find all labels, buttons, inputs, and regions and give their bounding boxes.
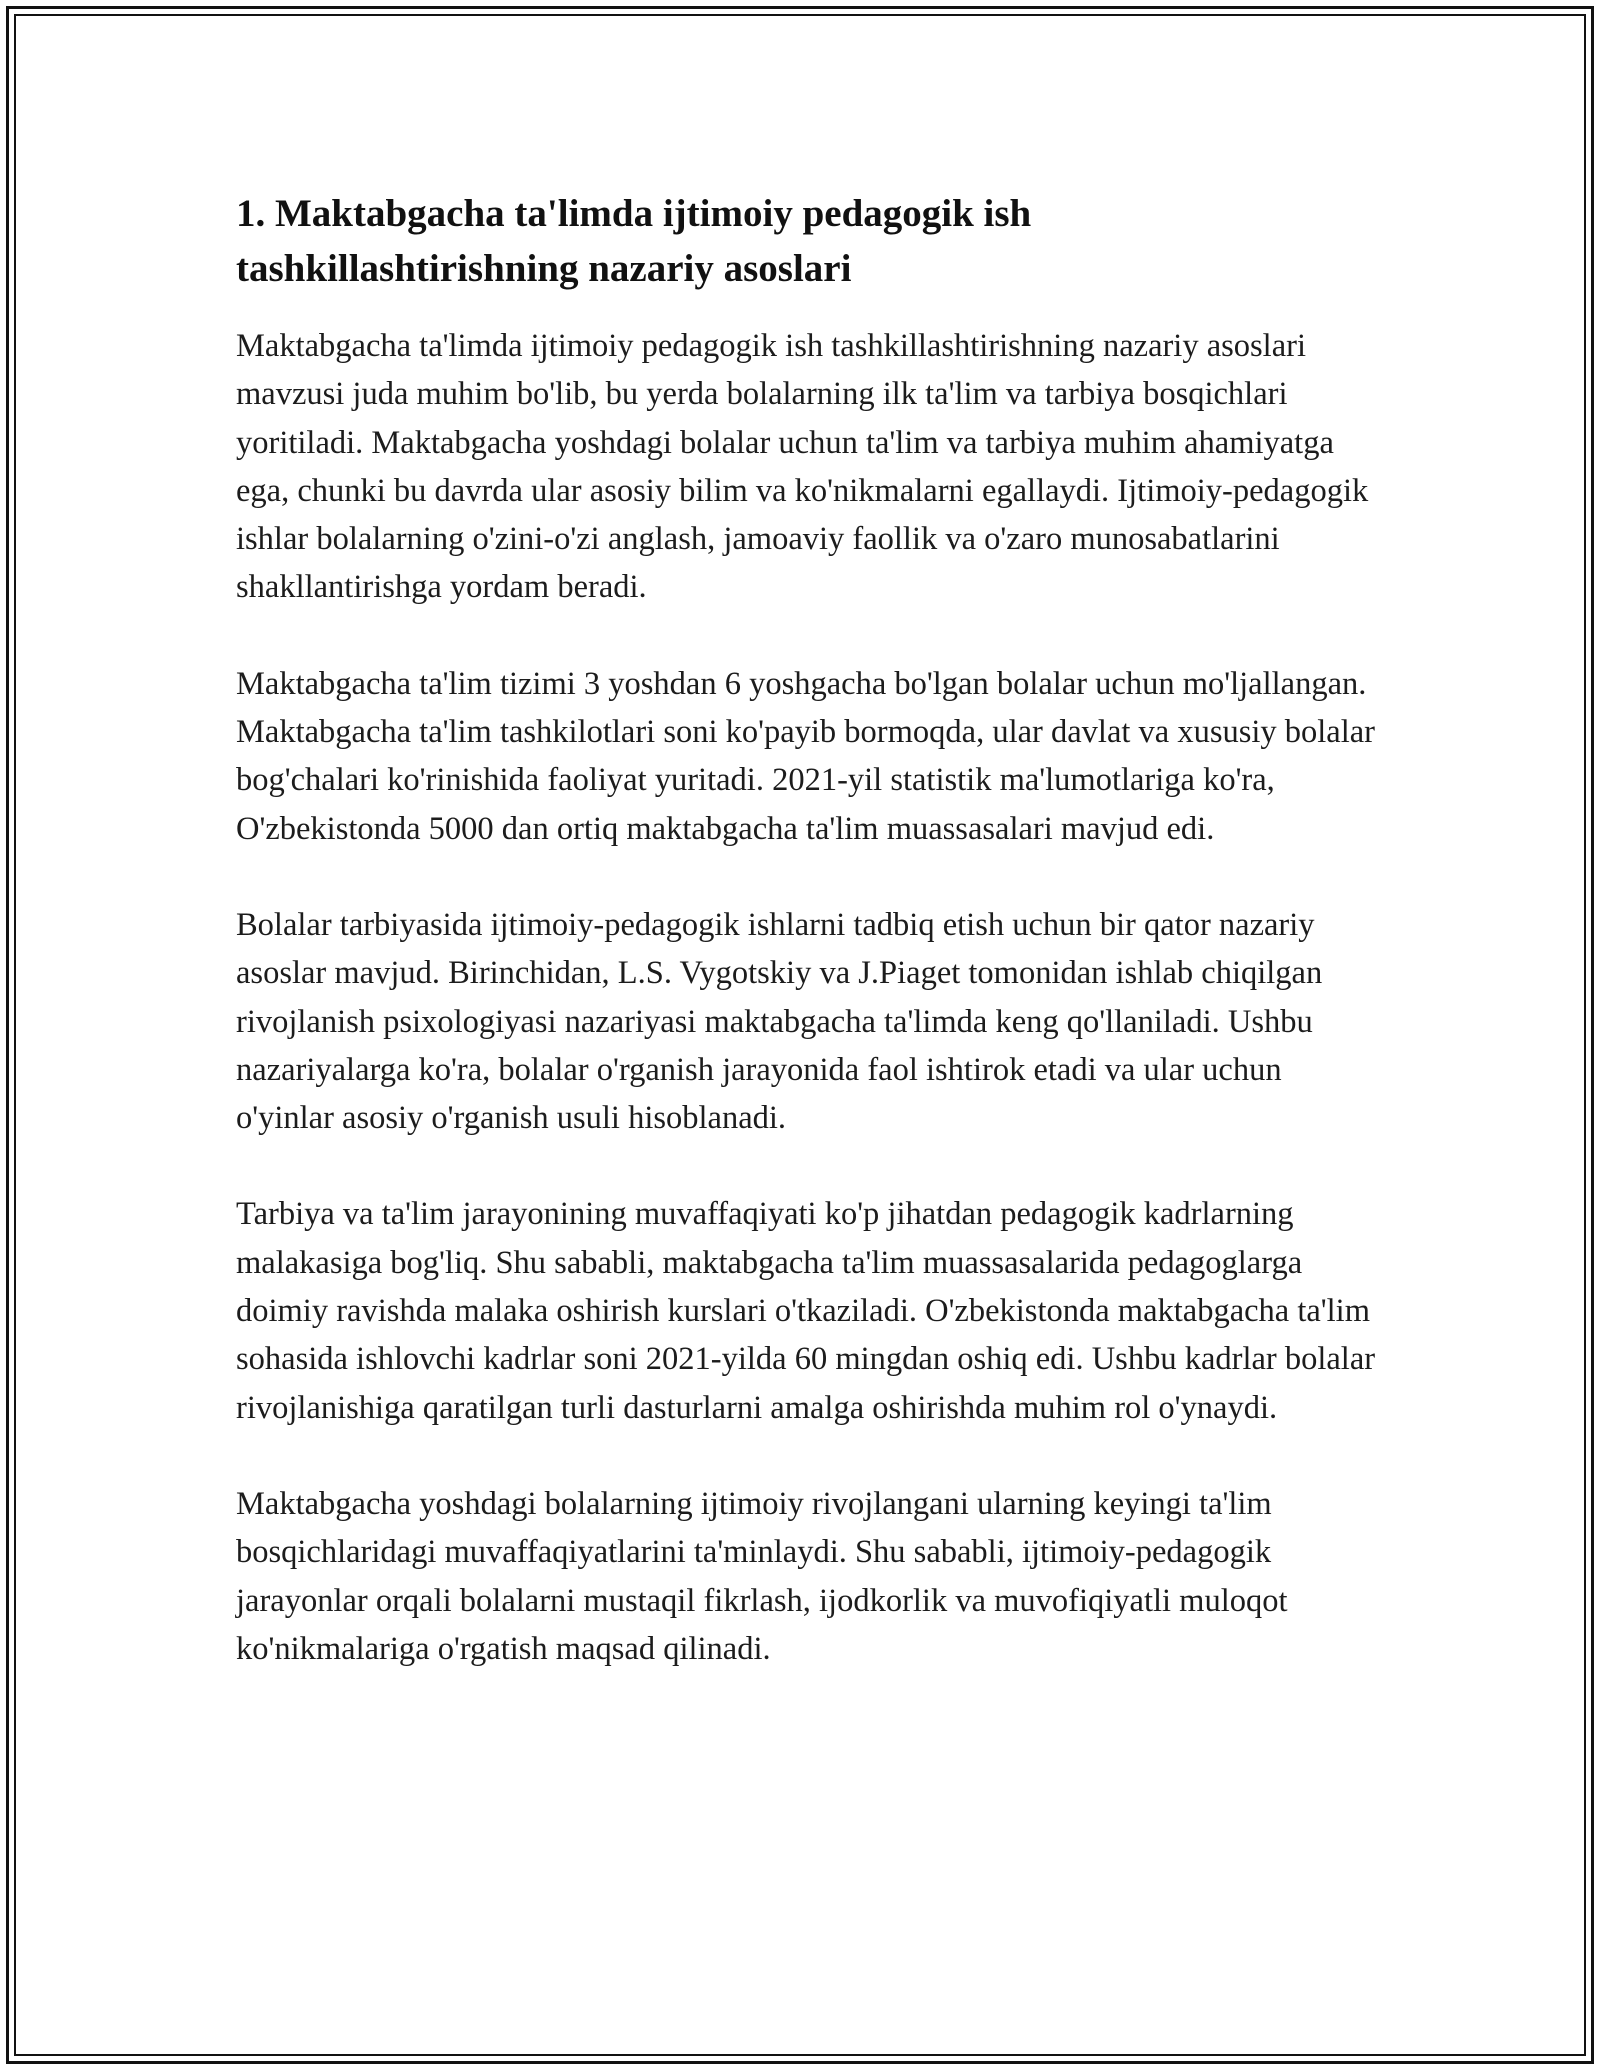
paragraph-3: Bolalar tarbiyasida ijtimoiy-pedagogik ishlarni tadbiq etish uchun bir qator nazariy asoslar mavjud. Birinchidan, L.S. Vygotskiy va J.Piaget tomonidan ishlab chiqilgan rivojlanish psixologiyasi nazariyasi maktabgacha ta'limda keng qo'llaniladi. Ushbu nazariyalarga ko'ra, bolalar o'rganish jarayonida faol ishtirok etadi va ular uchun o'yinlar asosiy o'rganish usuli hisoblanadi.: [236, 906, 1323, 1137]
paragraph-2: Maktabgacha ta'lim tizimi 3 yoshdan 6 yoshgacha bo'lgan bolalar uchun mo'ljallangan. Maktabgacha ta'lim tashkilotlari soni ko'payib bormoqda, ular davlat va xususiy bolalar bog'chalari ko'rinishida faoliyat yuritadi. 2021-yil statistik ma'lumotlariga ko'ra, O'zbekistonda 5000 dan ortiq maktabgacha ta'lim muassasalari mavjud edi.: [236, 665, 1376, 847]
paragraph-1: Maktabgacha ta'limda ijtimoiy pedagogik ish tashkillashtirishning nazariy asoslari mavzusi juda muhim bo'lib, bu yerda bolalarning ilk ta'lim va tarbiya bosqichlari yoritiladi. Maktabgacha yoshdagi bolalar uchun ta'lim va tarbiya muhim ahamiyatga ega, chunki bu davrda ular asosiy bilim va ko'nikmalarni egallaydi. Ijtimoiy-pedagogik ishlar bolalarning o'zini-o'zi anglash, jamoaviy faollik va o'zaro munosabatlarini shakllantirishga yordam beradi.: [236, 328, 1369, 606]
document-body: [236, 186, 1376, 1721]
section-heading: 1. Maktabgacha ta'limda ijtimoiy pedagogik ish tashkillashtirishning nazariy asoslari: [236, 192, 1032, 290]
paragraph-5: Maktabgacha yoshdagi bolalarning ijtimoiy rivojlangani ularning keyingi ta'lim bosqichlaridagi muvaffaqiyatlarini ta'minlaydi. Shu sababli, ijtimoiy-pedagogik jarayonlar orqali bolalarni mustaqil fikrlash, ijodkorlik va muvofiqiyatli muloqot ko'nikmalariga o'rgatish maqsad qilinadi.: [236, 1485, 1288, 1667]
paragraph-4: Tarbiya va ta'lim jarayonining muvaffaqiyati ko'p jihatdan pedagogik kadrlarning malakasiga bog'liq. Shu sababli, maktabgacha ta'lim muassasalarida pedagoglarga doimiy ravishda malaka oshirish kurslari o'tkaziladi. O'zbekistonda maktabgacha ta'lim sohasida ishlovchi kadrlar soni 2021-yilda 60 mingdan oshiq edi. Ushbu kadrlar bolalar rivojlanishiga qaratilgan turli dasturlarni amalga oshirishda muhim rol o'ynaydi.: [236, 1196, 1376, 1426]
